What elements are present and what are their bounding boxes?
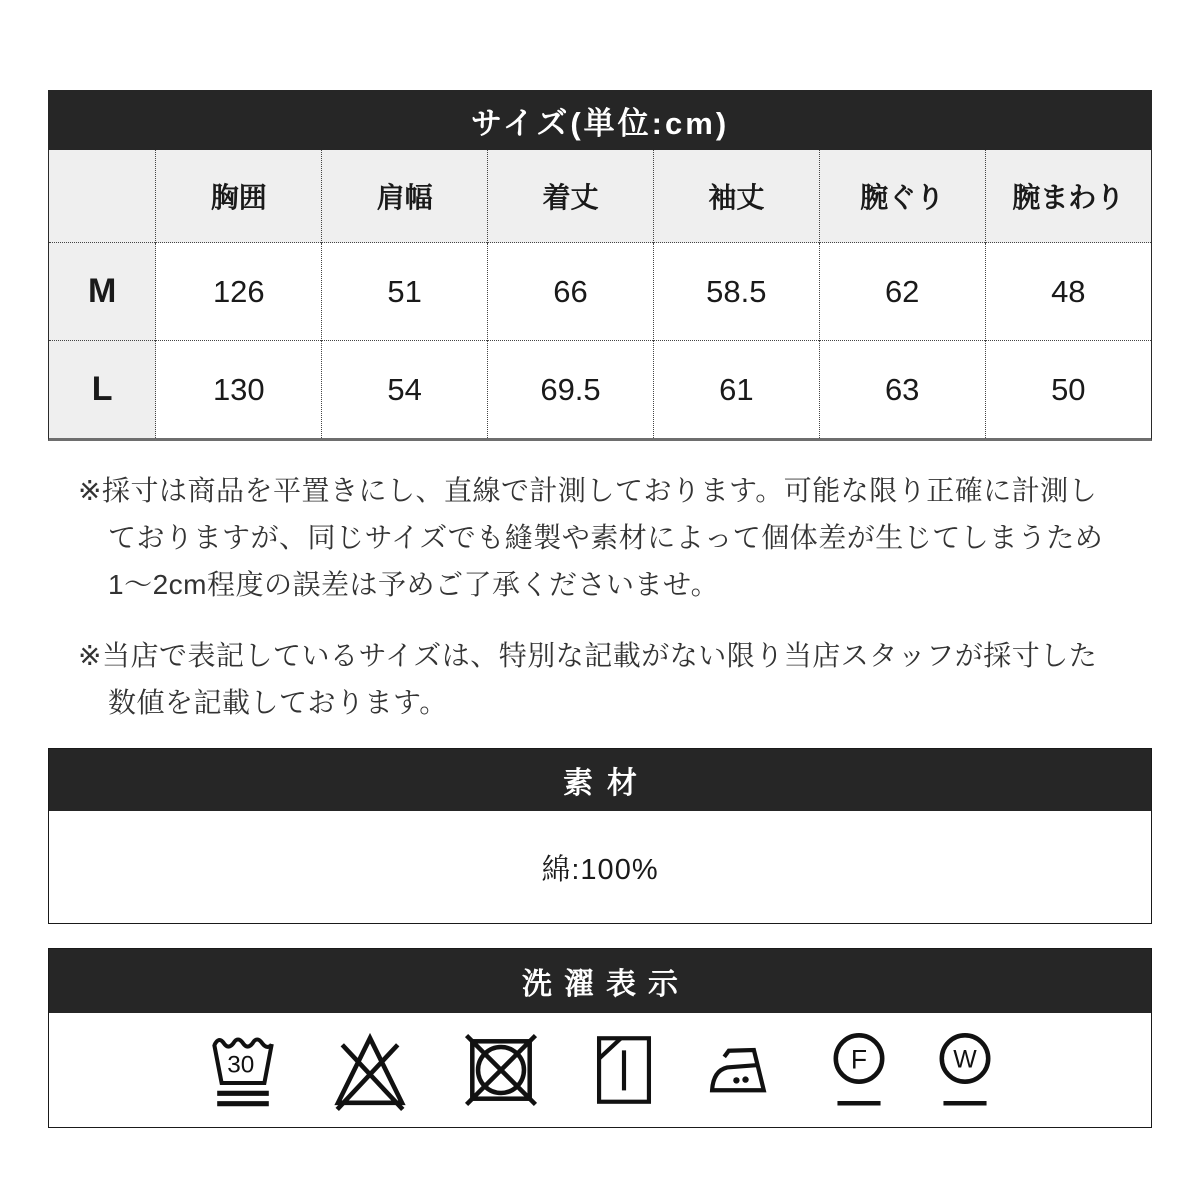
size-table: [49, 150, 1151, 438]
table-row-l: [49, 341, 1151, 439]
size-label-l: L: [49, 341, 156, 439]
laundry-title-bar: 洗濯表示: [49, 949, 1151, 1013]
cell-value: 58.5: [653, 243, 819, 341]
size-table-border: [48, 150, 1152, 441]
column-header-shoulder: 肩幅: [322, 150, 488, 243]
laundry-section: [48, 948, 1152, 1128]
note-measurement-method: [78, 467, 1152, 608]
do-not-bleach-icon: [328, 1028, 412, 1112]
wet-clean-gentle-icon: [936, 1031, 994, 1110]
column-header-arm-circumference: 腕まわり: [985, 150, 1151, 243]
svg-text:W: W: [953, 1046, 977, 1074]
cell-value: 66: [488, 243, 654, 341]
corner-cell: [49, 150, 156, 243]
column-header-armhole: 腕ぐり: [819, 150, 985, 243]
note-line: ※当店で表記しているサイズは、特別な記載がない限り当店スタッフが採寸した: [78, 640, 1098, 671]
note-line: 数値を記載しております。: [108, 687, 448, 718]
page-content: [48, 0, 1152, 1128]
cell-value: 61: [653, 341, 819, 439]
measurement-notes: [48, 441, 1152, 726]
cell-value: 51: [322, 243, 488, 341]
column-header-sleeve: 袖丈: [653, 150, 819, 243]
cell-value: 130: [156, 341, 322, 439]
cell-value: 62: [819, 243, 985, 341]
cell-value: 54: [322, 341, 488, 439]
column-header-chest: 胸囲: [156, 150, 322, 243]
cell-value: 48: [985, 243, 1151, 341]
size-table-title-bar: サイズ(単位:cm): [48, 90, 1152, 150]
svg-text:30: 30: [227, 1051, 255, 1079]
note-staff-measurement: [78, 632, 1152, 726]
iron-medium-icon: [706, 1040, 782, 1101]
line-dry-in-shade-icon: [590, 1032, 658, 1108]
size-table-section: [48, 0, 1152, 441]
table-row-m: [49, 243, 1151, 341]
cell-value: 50: [985, 341, 1151, 439]
note-line: 1〜2cm程度の誤差は予めご了承くださいませ。: [108, 569, 720, 600]
care-symbols-row: [49, 1013, 1151, 1127]
column-header-length: 着丈: [488, 150, 654, 243]
note-line: ※採寸は商品を平置きにし、直線で計測しております。可能な限り正確に計測し: [78, 475, 1098, 506]
material-section: [48, 748, 1152, 924]
size-label-m: M: [49, 243, 156, 341]
svg-text:F: F: [850, 1043, 868, 1074]
material-title-bar: 素材: [49, 749, 1151, 811]
note-line: ておりますが、同じサイズでも縫製や素材によって個体差が生じてしまうため: [108, 522, 1104, 553]
size-table-header-row: [49, 150, 1151, 243]
cell-value: 126: [156, 243, 322, 341]
material-value: 綿:100%: [49, 811, 1151, 923]
dry-clean-petroleum-gentle-icon: [830, 1031, 888, 1110]
cell-value: 69.5: [488, 341, 654, 439]
do-not-tumble-dry-icon: [460, 1029, 542, 1111]
wash-30-very-gentle-icon: [206, 1027, 280, 1114]
cell-value: 63: [819, 341, 985, 439]
